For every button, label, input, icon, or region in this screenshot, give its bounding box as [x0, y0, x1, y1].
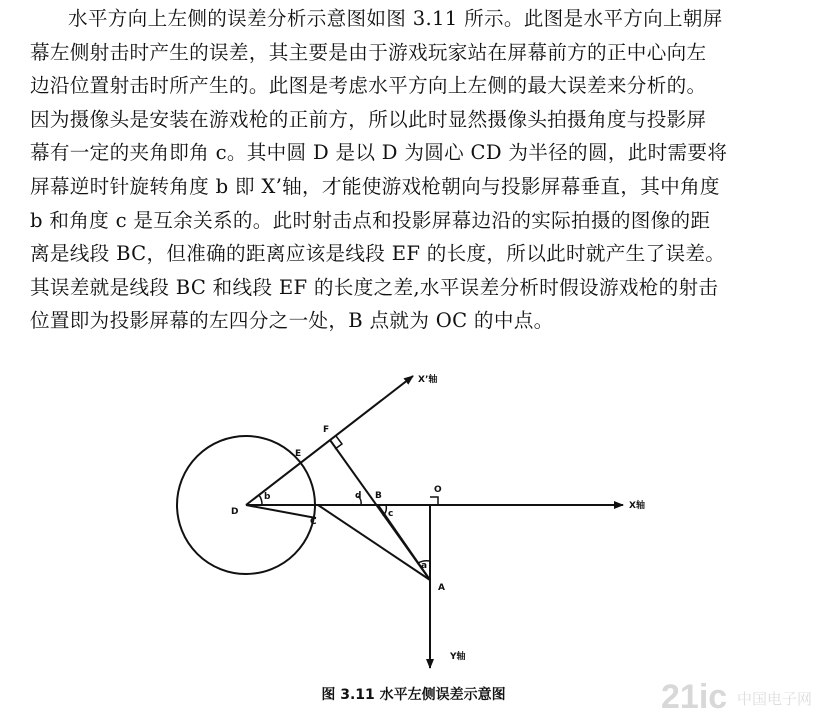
segment-dc — [246, 505, 316, 518]
label-point-d: D — [231, 507, 239, 517]
label-x-prime-axis: X’轴 — [418, 375, 438, 385]
segment-ca — [318, 505, 430, 580]
label-point-c: C — [310, 517, 317, 527]
text-line: 因为摄像头是安装在游戏枪的正前方，所以此时显然摄像头拍摄角度与投影屏 — [30, 107, 707, 131]
label-point-b: B — [375, 491, 382, 501]
label-angle-b: b — [264, 492, 271, 502]
label-point-a: A — [438, 583, 445, 593]
angle-arc-b — [259, 495, 262, 505]
text-line: 边沿位置射击时所产生的。此图是考虑水平方向上左侧的最大误差来分析的。 — [30, 74, 707, 98]
text-line: 其误差就是线段 BC 和线段 EF 的长度之差,水平误差分析时假设游戏枪的射击 — [30, 275, 719, 299]
label-point-e: E — [295, 449, 302, 459]
text-line: 屏幕逆时针旋转角度 b 即 X’轴，才能使游戏枪朝向与投影屏幕垂直，其中角度 — [30, 174, 720, 198]
label-point-o: O — [434, 485, 442, 495]
text-line: 水平方向上左侧的误差分析示意图如图 3.11 所示。此图是水平方向上朝屏 — [68, 7, 723, 30]
label-point-f: F — [323, 425, 330, 435]
text-line: 位置即为投影屏幕的左四分之一处，B 点就为 OC 的中点。 — [30, 309, 554, 333]
text-line: 离是线段 BC，但准确的距离应该是线段 EF 的长度，所以此时就产生了误差。 — [30, 242, 726, 266]
watermark-subtext: 中国电子网 — [737, 690, 813, 708]
text-line: 幕有一定的夹角即角 c。其中圆 D 是以 D 为圆心 CD 为半径的圆，此时需要将 — [30, 141, 728, 165]
label-angle-c: c — [388, 509, 394, 519]
text-line: 幕左侧射击时产生的误差，其主要是由于游戏玩家站在屏幕前方的正中心向左 — [30, 40, 707, 64]
text-line: b 和角度 c 是互余关系的。此时射击点和投影屏幕边沿的实际拍摄的图像的距 — [30, 208, 711, 232]
right-angle-o — [430, 497, 438, 505]
watermark-logo — [659, 674, 819, 716]
label-angle-d: d — [355, 491, 362, 501]
label-x-axis: X轴 — [629, 501, 645, 511]
error-diagram — [0, 360, 827, 685]
figure-caption: 图 3.11 水平左侧误差示意图 — [321, 687, 506, 703]
label-y-axis: Y轴 — [450, 652, 466, 662]
label-angle-a: a — [421, 561, 428, 571]
watermark-text: 21ic — [661, 678, 728, 716]
body-paragraph — [30, 2, 820, 338]
angle-arc-c — [383, 505, 386, 516]
